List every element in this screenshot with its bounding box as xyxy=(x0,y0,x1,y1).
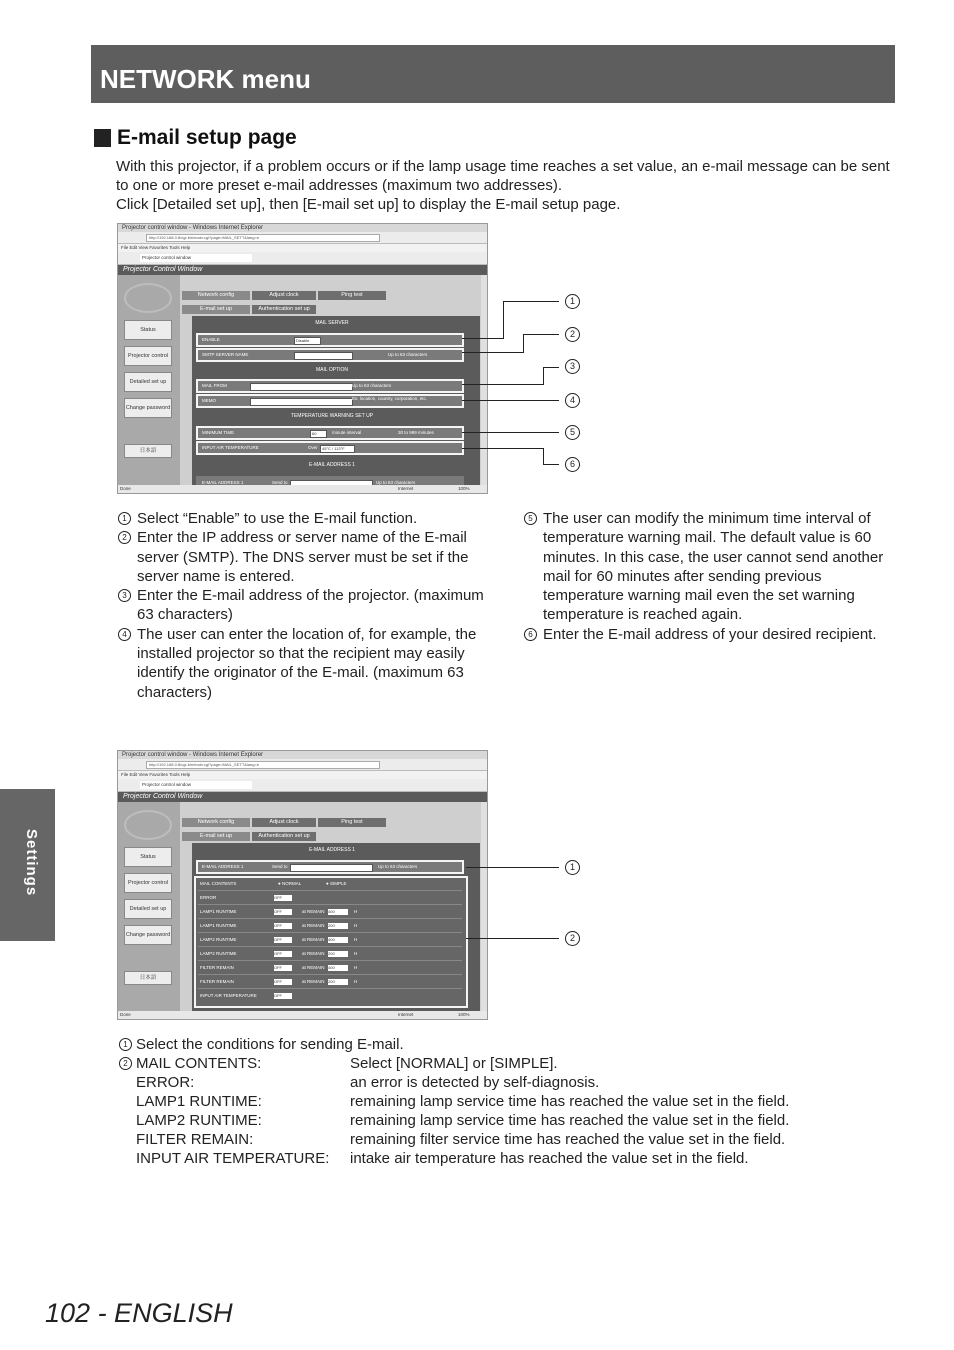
callout-1: 1 xyxy=(565,294,580,309)
header-banner xyxy=(91,45,895,103)
mail-from-input[interactable] xyxy=(250,383,353,391)
description-right xyxy=(523,509,891,644)
email-address-input[interactable] xyxy=(290,864,373,872)
email-address-panel xyxy=(192,843,480,1011)
side-tab-settings: Settings xyxy=(0,789,55,941)
email-address-row: E-MAIL ADDRESS 1 Send to Up to 63 characters xyxy=(196,476,464,490)
input-air-temperature-select[interactable]: 45°C / 113°F xyxy=(320,445,355,453)
list-item: 5 The user can modify the minimum time interval of temperature warning mail. The default value is 60 minutes. In this case, the user cannot send another mail for 60 minutes after sending previous temperature warning mail even the set warning temperature is reached again. xyxy=(523,509,891,625)
nav-projector-control-button[interactable]: Projector control xyxy=(124,346,172,366)
tab-authentication-setup[interactable]: Authentication set up xyxy=(252,305,316,314)
page-footer xyxy=(45,1298,233,1329)
email-address-heading: E-MAIL ADDRESS 1 xyxy=(309,462,355,468)
table-row: LAMP2 RUNTIME OFF at REMAIN 200 H xyxy=(198,948,462,961)
mail-option-heading: MAIL OPTION xyxy=(315,367,349,373)
condition-select[interactable]: OFF xyxy=(274,993,292,999)
condition-select[interactable]: OFF xyxy=(274,923,292,929)
memo-row: MEMO Ex. location, country, corporation, etc. xyxy=(196,394,464,408)
browser-tab[interactable]: Projector control window xyxy=(140,781,252,789)
address-bar-row xyxy=(118,232,487,244)
page-title: NETWORK menu xyxy=(100,64,311,94)
status-bar: Done Internet 100% xyxy=(118,1011,487,1019)
list-item: 3 Enter the E-mail address of the projector. (maximum 63 characters) xyxy=(117,586,497,625)
list-item: INPUT AIR TEMPERATURE: intake air temperature has reached the value set in the field. xyxy=(136,1150,749,1167)
mail-contents-row: MAIL CONTENTS ● NORMAL ● SIMPLE xyxy=(198,878,462,891)
minimum-time-input[interactable]: 60 xyxy=(310,430,327,438)
menu-bar: File Edit View Favorites Tools Help xyxy=(118,771,487,779)
control-window-title: Projector Control Window xyxy=(118,265,487,275)
description-left xyxy=(117,509,497,702)
list-item: 1 Select “Enable” to use the E-mail function. xyxy=(117,509,497,528)
remain-input[interactable]: 200 xyxy=(328,951,348,957)
intro-text: With this projector, if a problem occurs or if the lamp usage time reaches a set value, an e-mail message can be sent to one or more preset e-mail addresses (maximum two addresses). Click [Detailed set up], then [E-mail set up] to display the E-mail setup page. xyxy=(116,158,890,213)
condition-select[interactable]: OFF xyxy=(274,937,292,943)
condition-select[interactable]: OFF xyxy=(274,979,292,985)
table-row: LAMP1 RUNTIME OFF at REMAIN 400 H xyxy=(198,906,462,919)
nav-japanese-button[interactable]: 日本語 xyxy=(124,971,172,985)
section-bullet-icon xyxy=(94,129,111,147)
mail-server-heading: MAIL SERVER xyxy=(315,320,349,326)
normal-radio[interactable]: ● NORMAL xyxy=(278,881,302,886)
nav-detailed-setup-button[interactable]: Detailed set up xyxy=(124,372,172,392)
left-nav xyxy=(118,275,180,485)
tab-adjust-clock[interactable]: Adjust clock xyxy=(252,291,316,300)
list-item: 1 Select the conditions for sending E-mail. xyxy=(118,1035,908,1054)
list-item: ERROR: an error is detected by self-diagnosis. xyxy=(136,1074,600,1091)
remain-input[interactable]: 200 xyxy=(328,979,348,985)
screenshot-email-address xyxy=(117,750,488,1020)
conditions-description xyxy=(118,1035,908,1168)
menu-bar: File Edit View Favorites Tools Help xyxy=(118,244,487,252)
email-address-heading: E-MAIL ADDRESS 1 xyxy=(309,847,355,853)
email-settings-panel xyxy=(192,316,480,485)
page-number: 102 xyxy=(45,1298,91,1328)
content-area xyxy=(180,802,487,1011)
nav-change-password-button[interactable]: Change password xyxy=(124,925,172,945)
callout-3: 3 xyxy=(565,359,580,374)
list-item: LAMP2 RUNTIME: remaining lamp service time has reached the value set in the field. xyxy=(136,1112,790,1129)
mail-conditions-box xyxy=(194,876,468,1008)
window-titlebar: Projector control window - Windows Internet Explorer xyxy=(118,224,487,232)
tab-email-setup[interactable]: E-mail set up xyxy=(182,832,250,841)
projector-logo-icon xyxy=(124,810,172,840)
table-row: LAMP2 RUNTIME OFF at REMAIN 400 H xyxy=(198,934,462,947)
favorites-bar xyxy=(118,779,487,792)
temperature-warning-heading: TEMPERATURE WARNING SET UP xyxy=(290,413,374,419)
left-nav xyxy=(118,802,180,1011)
condition-select[interactable]: OFF xyxy=(274,895,292,901)
table-row: LAMP1 RUNTIME OFF at REMAIN 200 H xyxy=(198,920,462,933)
scrollbar[interactable] xyxy=(481,275,487,485)
control-window-title: Projector Control Window xyxy=(118,792,487,802)
address-bar-row xyxy=(118,759,487,771)
smtp-row: SMTP SERVER NAME Up to 63 characters xyxy=(196,348,464,362)
input-air-temperature-row: INPUT AIR TEMPERATURE Over 45°C / 113°F xyxy=(196,441,464,455)
tab-ping-test[interactable]: Ping test xyxy=(318,291,386,300)
remain-input[interactable]: 200 xyxy=(328,923,348,929)
nav-japanese-button[interactable]: 日本語 xyxy=(124,444,172,458)
condition-select[interactable]: OFF xyxy=(274,951,292,957)
projector-logo-icon xyxy=(124,283,172,313)
nav-change-password-button[interactable]: Change password xyxy=(124,398,172,418)
smtp-server-input[interactable] xyxy=(294,352,353,360)
mail-from-row: MAIL FROM Up to 63 characters xyxy=(196,379,464,393)
list-item: 4 The user can enter the location of, for example, the installed projector so that the recipient may easily identify the originator of the E-mail. (maximum 63 characters) xyxy=(117,625,497,702)
footer-language: - ENGLISH xyxy=(90,1298,233,1328)
status-bar: Done Internet 100% xyxy=(118,485,487,493)
tab-adjust-clock[interactable]: Adjust clock xyxy=(252,818,316,827)
simple-radio[interactable]: ● SIMPLE xyxy=(326,881,347,886)
address-bar[interactable]: http://192.168.0.8/cgi-bin/main.cgi?page=MAIL_SETT&lang=e xyxy=(146,234,380,242)
remain-input[interactable]: 400 xyxy=(328,937,348,943)
window-titlebar: Projector control window - Windows Internet Explorer xyxy=(118,751,487,759)
tab-ping-test[interactable]: Ping test xyxy=(318,818,386,827)
table-row: FILTER REMAIN OFF at REMAIN 400 H xyxy=(198,962,462,975)
list-item: 2 MAIL CONTENTS: Select [NORMAL] or [SIMPLE]. xyxy=(118,1054,908,1073)
browser-tab[interactable]: Projector control window xyxy=(140,254,252,262)
nav-status-button[interactable]: Status xyxy=(124,320,172,340)
address-bar[interactable]: http://192.168.0.8/cgi-bin/main.cgi?page=MAIL_SETT&lang=e xyxy=(146,761,380,769)
tab-authentication-setup[interactable]: Authentication set up xyxy=(252,832,316,841)
content-area xyxy=(180,275,487,485)
enable-select[interactable]: Disable xyxy=(294,337,321,345)
remain-input[interactable]: 400 xyxy=(328,909,348,915)
tab-network-config[interactable]: Network config xyxy=(182,818,250,827)
email-address-row: E-MAIL ADDRESS 1 Send to Up to 63 characters xyxy=(196,860,464,874)
table-row: INPUT AIR TEMPERATURE OFF xyxy=(198,990,462,1002)
callout-2: 2 xyxy=(565,327,580,342)
tab-network-config[interactable]: Network config xyxy=(182,291,250,300)
table-row: ERROR OFF xyxy=(198,892,462,905)
list-item: 6 Enter the E-mail address of your desired recipient. xyxy=(523,625,891,644)
favorites-bar xyxy=(118,252,487,265)
list-item: 2 Enter the IP address or server name of the E-mail server (SMTP). The DNS server must be set if the server name is entered. xyxy=(117,528,497,586)
remain-input[interactable]: 400 xyxy=(328,965,348,971)
minimum-time-row: MINIMUM TIME 60 minute interval 30 to 999 minutes xyxy=(196,426,464,440)
enable-row: ENABLE Disable xyxy=(196,333,464,347)
condition-select[interactable]: OFF xyxy=(274,965,292,971)
table-row: FILTER REMAIN OFF at REMAIN 200 H xyxy=(198,976,462,989)
condition-select[interactable]: OFF xyxy=(274,909,292,915)
scrollbar[interactable] xyxy=(481,802,487,1011)
tab-email-setup[interactable]: E-mail set up xyxy=(182,305,250,314)
callout-6: 6 xyxy=(565,457,580,472)
nav-detailed-setup-button[interactable]: Detailed set up xyxy=(124,899,172,919)
list-item: FILTER REMAIN: remaining filter service time has reached the value set in the field. xyxy=(136,1131,786,1148)
callout-5: 5 xyxy=(565,425,580,440)
screenshot-email-setup xyxy=(117,223,488,494)
list-item: LAMP1 RUNTIME: remaining lamp service time has reached the value set in the field. xyxy=(136,1093,790,1110)
callout-4: 4 xyxy=(565,393,580,408)
memo-input[interactable] xyxy=(250,398,353,406)
section-title: E-mail setup page xyxy=(94,126,297,150)
nav-status-button[interactable]: Status xyxy=(124,847,172,867)
callout-1: 1 xyxy=(565,860,580,875)
callout-2: 2 xyxy=(565,931,580,946)
nav-projector-control-button[interactable]: Projector control xyxy=(124,873,172,893)
